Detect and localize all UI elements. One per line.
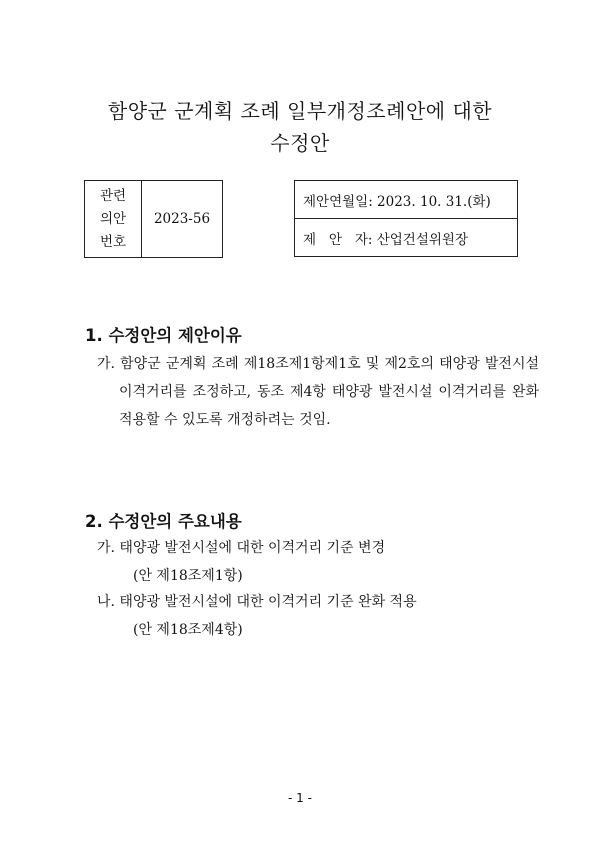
document-title-line1: 함양군 군계획 조례 일부개정조례안에 대한 xyxy=(107,99,493,123)
reference-number: 2023-56 xyxy=(142,181,223,258)
proposer: 제 안 자: 산업건설위원장 xyxy=(295,219,518,257)
reference-label-line: 의안 xyxy=(99,210,127,227)
reference-label xyxy=(85,181,142,258)
section2-item-ref: (안 제18조제4항) xyxy=(133,622,243,638)
section2-item-text: 가. 태양광 발전시설에 대한 이격거리 기준 변경 xyxy=(97,540,386,556)
proposal-date: 제안연월일: 2023. 10. 31.(화) xyxy=(295,181,518,219)
section2-heading: 2. 수정안의 주요내용 xyxy=(85,512,242,531)
section2-item xyxy=(97,534,539,590)
section1-item: 가. 함양군 군계획 조례 제18조제1항제1호 및 제2호의 태양광 발전시설 이격거리를 조정하고, 동조 제4항 태양광 발전시설 이격거리를 완화 적용할 수 있도록 개정하려는 것임. xyxy=(97,356,539,428)
page-number: - 1 - xyxy=(288,791,312,805)
section1-heading: 1. 수정안의 제안이유 xyxy=(85,326,242,345)
document-title-line2: 수정안 xyxy=(270,131,330,155)
section2-item xyxy=(97,588,539,644)
proposal-table xyxy=(294,180,518,257)
reference-label-line: 관련 xyxy=(99,187,127,204)
section2-item-text: 나. 태양광 발전시설에 대한 이격거리 기준 완화 적용 xyxy=(97,594,417,610)
reference-table xyxy=(84,180,223,258)
section2-item-ref: (안 제18조제1항) xyxy=(133,568,243,584)
reference-label-line: 번호 xyxy=(99,233,127,250)
